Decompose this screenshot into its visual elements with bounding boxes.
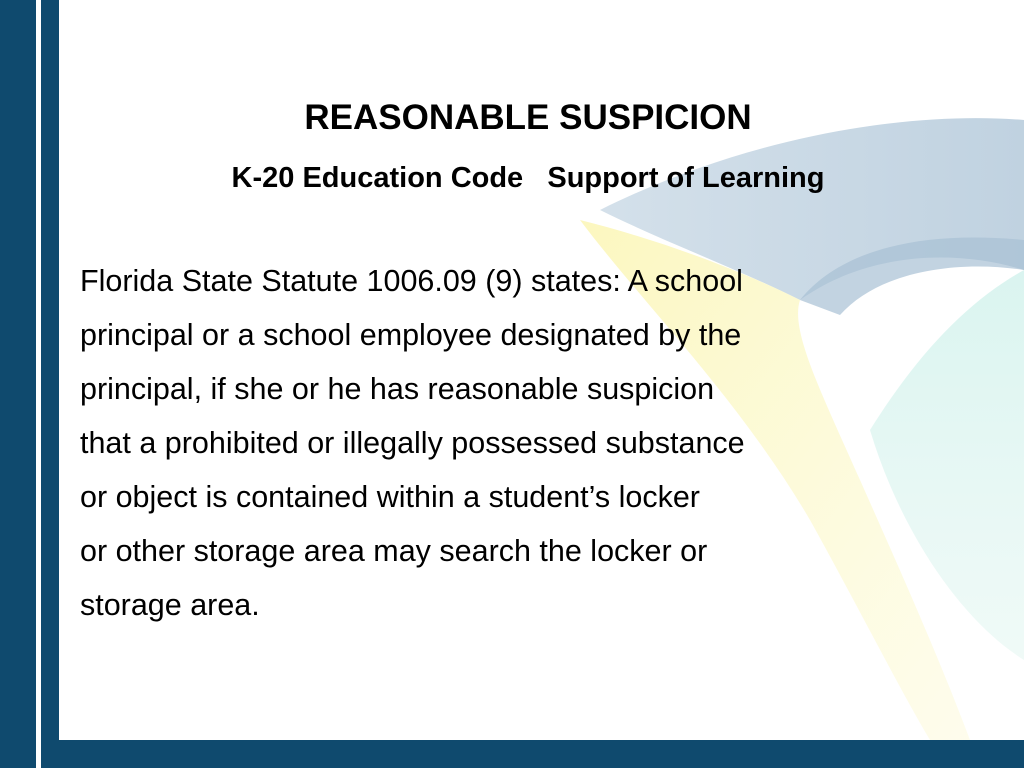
body-line: or other storage area may search the locker or — [80, 534, 708, 568]
body-line: or object is contained within a student’s locker — [80, 480, 700, 514]
left-frame-inner-bar — [41, 0, 59, 768]
slide-subtitle: K-20 Education Code Support of Learning — [231, 162, 825, 194]
body-paragraph — [80, 254, 1000, 632]
body-line: that a prohibited or illegally possessed substance — [80, 426, 745, 460]
body-line: storage area. — [80, 588, 260, 622]
bottom-frame-bar — [59, 740, 1024, 768]
slide-content — [60, 0, 1024, 740]
body-line: Florida State Statute 1006.09 (9) states: A school — [80, 264, 743, 298]
body-line: principal or a school employee designated by the — [80, 318, 742, 352]
left-frame-bar — [0, 0, 36, 768]
slide-title: REASONABLE SUSPICION — [304, 98, 752, 137]
body-line: principal, if she or he has reasonable suspicion — [80, 372, 715, 406]
